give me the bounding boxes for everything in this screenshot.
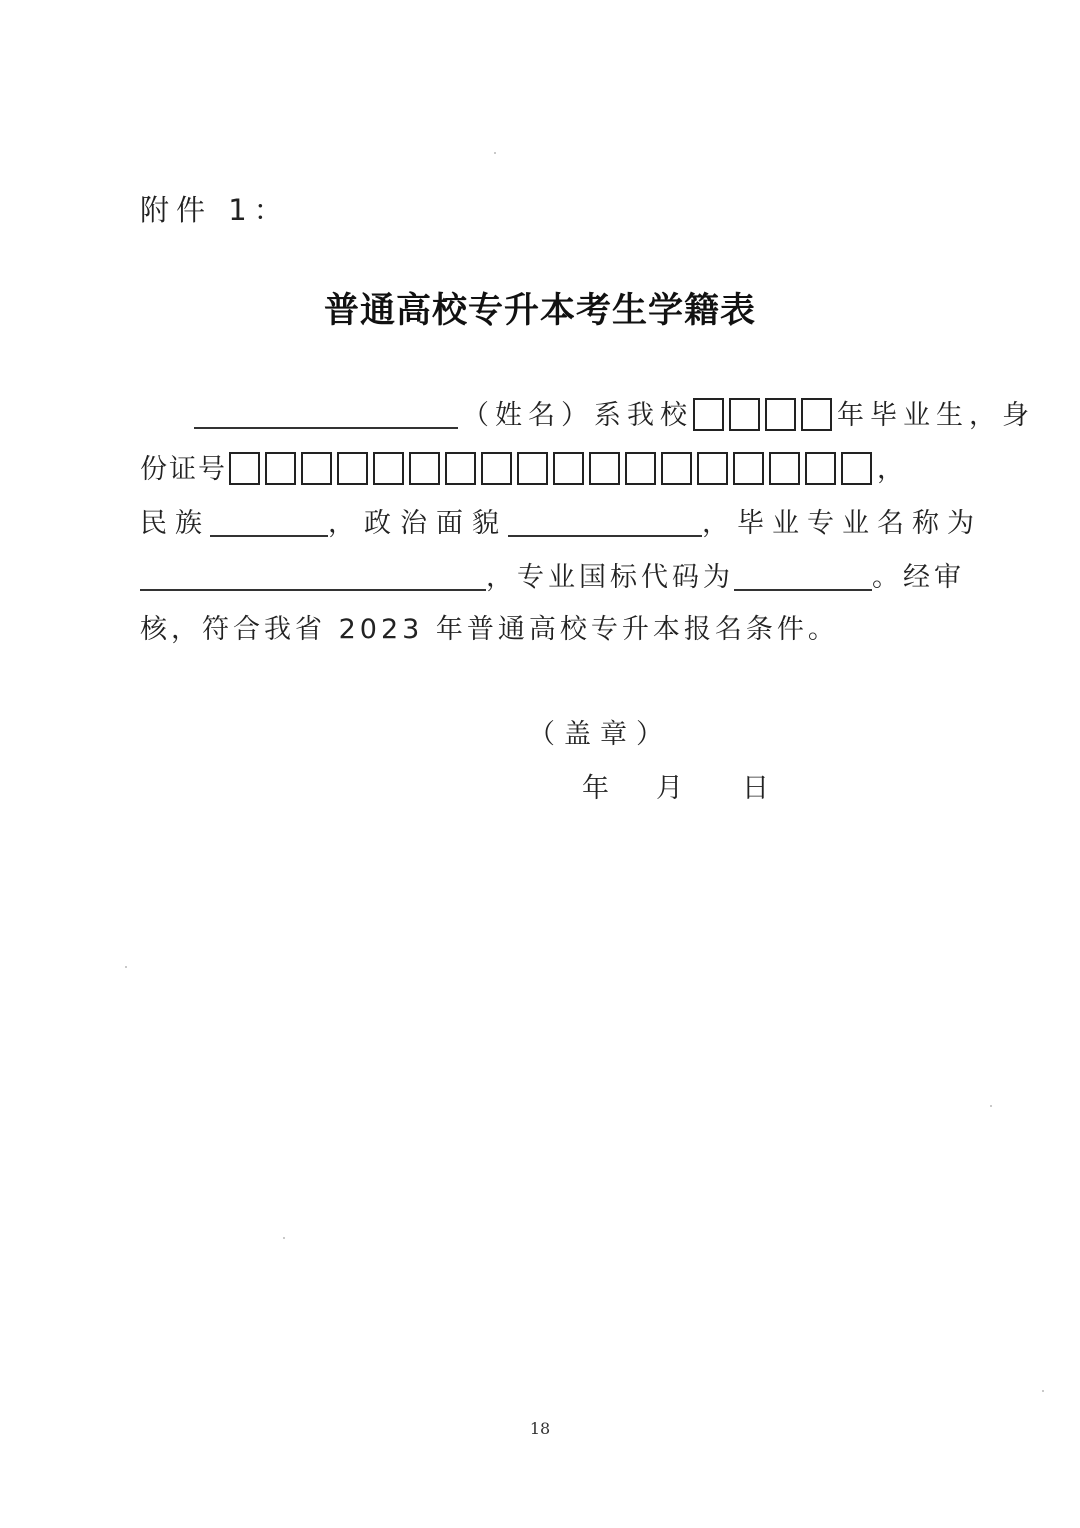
id-digit-box[interactable] xyxy=(229,452,260,485)
paragraph-line-5 xyxy=(140,606,839,646)
id-digit-box[interactable] xyxy=(661,452,692,485)
id-digit-box[interactable] xyxy=(301,452,332,485)
political-prefix-text: ，政治面貌 xyxy=(328,508,508,539)
id-digit-box[interactable] xyxy=(373,452,404,485)
grad-year-suffix-text: 年毕业生，身 xyxy=(837,400,1035,431)
name-field[interactable] xyxy=(194,399,458,429)
attachment-label: 附件 1： xyxy=(140,193,290,227)
ethnicity-field[interactable] xyxy=(210,507,328,537)
grad-year-boxes xyxy=(693,398,837,432)
review-prefix-text: 。经审 xyxy=(872,562,965,593)
closing-text: 核，符合我省 2023 年普通高校专升本报名条件。 xyxy=(140,614,839,645)
grad-year-digit-box[interactable] xyxy=(693,398,724,431)
scan-speck xyxy=(1042,1390,1044,1392)
scan-speck xyxy=(283,1237,285,1239)
date-year-label: 年 xyxy=(582,773,609,804)
id-digit-box[interactable] xyxy=(445,452,476,485)
id-digit-box[interactable] xyxy=(517,452,548,485)
id-digit-box[interactable] xyxy=(733,452,764,485)
scan-speck xyxy=(494,152,496,154)
id-suffix-text: ， xyxy=(877,454,910,485)
name-hint-text: （姓名）系我校 xyxy=(462,400,693,431)
id-digit-box[interactable] xyxy=(697,452,728,485)
scan-speck xyxy=(125,966,127,968)
grad-year-digit-box[interactable] xyxy=(801,398,832,431)
date-month-label: 月 xyxy=(656,773,683,804)
id-digit-box[interactable] xyxy=(337,452,368,485)
grad-year-digit-box[interactable] xyxy=(729,398,760,431)
id-digit-box[interactable] xyxy=(409,452,440,485)
scan-speck xyxy=(990,1105,992,1107)
id-digit-box[interactable] xyxy=(589,452,620,485)
id-prefix-text: 份证号 xyxy=(140,454,227,485)
id-digit-box[interactable] xyxy=(769,452,800,485)
major-name-prefix-text: ，毕业专业名称为 xyxy=(702,508,982,539)
ethnicity-prefix-text: 民族 xyxy=(140,508,210,539)
major-code-field[interactable] xyxy=(734,561,872,591)
major-name-field[interactable] xyxy=(140,561,486,591)
seal-label: （盖章） xyxy=(528,719,672,750)
paragraph-line-4 xyxy=(140,554,965,594)
date-day-label: 日 xyxy=(742,773,769,804)
paragraph-line-3 xyxy=(140,500,982,540)
grad-year-digit-box[interactable] xyxy=(765,398,796,431)
page-number: 18 xyxy=(529,1419,551,1438)
paragraph-line-1 xyxy=(140,392,1035,432)
paragraph-line-2 xyxy=(140,446,910,486)
id-digit-box[interactable] xyxy=(841,452,872,485)
id-digit-box[interactable] xyxy=(481,452,512,485)
id-digit-box[interactable] xyxy=(553,452,584,485)
document-title: 普通高校专升本考生学籍表 xyxy=(323,290,756,331)
political-status-field[interactable] xyxy=(508,507,702,537)
id-digit-box[interactable] xyxy=(805,452,836,485)
major-code-prefix-text: ，专业国标代码为 xyxy=(486,562,734,593)
id-digit-box[interactable] xyxy=(265,452,296,485)
id-number-boxes xyxy=(229,452,877,486)
id-digit-box[interactable] xyxy=(625,452,656,485)
